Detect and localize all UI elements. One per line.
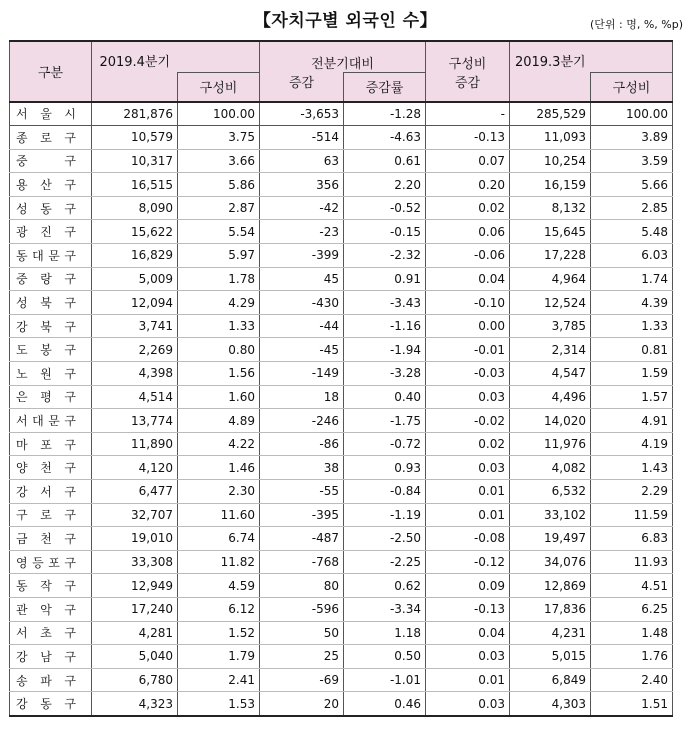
cell-v4: -2.32 bbox=[344, 244, 426, 268]
district-name-text: 서 초 구 bbox=[16, 626, 76, 641]
district-name bbox=[10, 621, 92, 645]
cell-v6: 4,964 bbox=[510, 267, 591, 291]
district-name-text: 서 울 시 bbox=[16, 107, 76, 122]
cell-v6: 4,231 bbox=[510, 621, 591, 645]
table-row bbox=[10, 574, 673, 598]
district-name-text: 강 북 구 bbox=[16, 319, 76, 334]
header-composition-2: 구성비 bbox=[591, 72, 673, 102]
district-name-text: 용 산 구 bbox=[16, 178, 76, 193]
cell-v4: -2.25 bbox=[344, 550, 426, 574]
district-name-text: 성 동 구 bbox=[16, 201, 76, 216]
table-row bbox=[10, 503, 673, 527]
district-name bbox=[10, 314, 92, 338]
cell-v3: -399 bbox=[260, 244, 344, 268]
cell-v4: -1.75 bbox=[344, 409, 426, 433]
cell-v4: -1.19 bbox=[344, 503, 426, 527]
cell-v7: 1.43 bbox=[591, 456, 673, 480]
cell-v7: 5.48 bbox=[591, 220, 673, 244]
cell-v1: 4,120 bbox=[92, 456, 178, 480]
cell-v6: 15,645 bbox=[510, 220, 591, 244]
district-name-text: 영 등 포 구 bbox=[16, 555, 76, 570]
header-change: 증감 bbox=[260, 72, 344, 102]
district-name bbox=[10, 244, 92, 268]
cell-v3: 80 bbox=[260, 574, 344, 598]
cell-v2: 1.46 bbox=[178, 456, 260, 480]
cell-v5: 0.03 bbox=[426, 385, 510, 409]
cell-v6: 34,076 bbox=[510, 550, 591, 574]
district-name-text: 동 작 구 bbox=[16, 579, 76, 594]
district-name-text: 은 평 구 bbox=[16, 390, 76, 405]
cell-v4: -4.63 bbox=[344, 126, 426, 150]
cell-v1: 12,094 bbox=[92, 291, 178, 315]
cell-v5: 0.00 bbox=[426, 314, 510, 338]
district-name bbox=[10, 385, 92, 409]
cell-v7: 1.76 bbox=[591, 645, 673, 669]
cell-v5: -0.12 bbox=[426, 550, 510, 574]
cell-v7: 1.51 bbox=[591, 692, 673, 716]
cell-v5: -0.02 bbox=[426, 409, 510, 433]
header-blank-1 bbox=[178, 41, 260, 72]
cell-v7: 1.57 bbox=[591, 385, 673, 409]
table-row bbox=[10, 102, 673, 126]
cell-v2: 100.00 bbox=[178, 102, 260, 126]
cell-v7: 1.59 bbox=[591, 362, 673, 386]
header-2019q3: 2019.3분기 bbox=[510, 41, 591, 72]
cell-v7: 1.33 bbox=[591, 314, 673, 338]
cell-v4: 0.62 bbox=[344, 574, 426, 598]
cell-v2: 2.87 bbox=[178, 196, 260, 220]
cell-v1: 6,780 bbox=[92, 668, 178, 692]
cell-v5: 0.07 bbox=[426, 149, 510, 173]
table-row bbox=[10, 267, 673, 291]
cell-v1: 4,281 bbox=[92, 621, 178, 645]
district-name bbox=[10, 432, 92, 456]
cell-v4: -0.52 bbox=[344, 196, 426, 220]
cell-v7: 2.40 bbox=[591, 668, 673, 692]
cell-v7: 5.66 bbox=[591, 173, 673, 197]
cell-v7: 4.19 bbox=[591, 432, 673, 456]
cell-v6: 4,303 bbox=[510, 692, 591, 716]
cell-v4: -1.01 bbox=[344, 668, 426, 692]
cell-v3: 63 bbox=[260, 149, 344, 173]
cell-v3: 38 bbox=[260, 456, 344, 480]
table-row bbox=[10, 338, 673, 362]
cell-v3: 25 bbox=[260, 645, 344, 669]
cell-v4: -1.16 bbox=[344, 314, 426, 338]
district-name bbox=[10, 503, 92, 527]
cell-v5: -0.06 bbox=[426, 244, 510, 268]
cell-v2: 5.86 bbox=[178, 173, 260, 197]
district-name-text: 강 동 구 bbox=[16, 697, 76, 712]
cell-v4: -0.84 bbox=[344, 480, 426, 504]
cell-v2: 6.12 bbox=[178, 597, 260, 621]
cell-v1: 16,515 bbox=[92, 173, 178, 197]
district-name-text: 서 대 문 구 bbox=[16, 414, 76, 429]
cell-v5: 0.04 bbox=[426, 621, 510, 645]
cell-v2: 1.60 bbox=[178, 385, 260, 409]
cell-v2: 5.97 bbox=[178, 244, 260, 268]
district-name bbox=[10, 668, 92, 692]
header-blank-3 bbox=[92, 72, 178, 102]
cell-v1: 11,890 bbox=[92, 432, 178, 456]
cell-v7: 11.93 bbox=[591, 550, 673, 574]
cell-v6: 11,093 bbox=[510, 126, 591, 150]
table-row bbox=[10, 597, 673, 621]
cell-v3: -514 bbox=[260, 126, 344, 150]
district-name bbox=[10, 149, 92, 173]
header-qoq-group: 전분기대비 bbox=[260, 41, 426, 72]
cell-v4: -2.50 bbox=[344, 527, 426, 551]
header-blank-2 bbox=[591, 41, 673, 72]
cell-v1: 16,829 bbox=[92, 244, 178, 268]
district-name-text: 금 천 구 bbox=[16, 531, 76, 546]
cell-v4: 1.18 bbox=[344, 621, 426, 645]
district-name bbox=[10, 527, 92, 551]
cell-v6: 33,102 bbox=[510, 503, 591, 527]
district-name bbox=[10, 196, 92, 220]
cell-v1: 15,622 bbox=[92, 220, 178, 244]
cell-v7: 6.03 bbox=[591, 244, 673, 268]
table-body bbox=[10, 102, 673, 716]
cell-v2: 1.78 bbox=[178, 267, 260, 291]
cell-v5: -0.10 bbox=[426, 291, 510, 315]
cell-v5: 0.01 bbox=[426, 668, 510, 692]
cell-v6: 8,132 bbox=[510, 196, 591, 220]
cell-v3: -45 bbox=[260, 338, 344, 362]
cell-v7: 100.00 bbox=[591, 102, 673, 126]
district-name-text: 마 포 구 bbox=[16, 437, 76, 452]
cell-v4: 0.93 bbox=[344, 456, 426, 480]
cell-v6: 16,159 bbox=[510, 173, 591, 197]
district-name-text: 양 천 구 bbox=[16, 461, 76, 476]
district-name bbox=[10, 220, 92, 244]
cell-v2: 11.60 bbox=[178, 503, 260, 527]
district-name-text: 동 대 문 구 bbox=[16, 248, 76, 263]
cell-v1: 4,323 bbox=[92, 692, 178, 716]
cell-v7: 6.83 bbox=[591, 527, 673, 551]
table-row bbox=[10, 692, 673, 716]
cell-v2: 1.56 bbox=[178, 362, 260, 386]
cell-v1: 5,040 bbox=[92, 645, 178, 669]
cell-v6: 4,547 bbox=[510, 362, 591, 386]
cell-v3: 18 bbox=[260, 385, 344, 409]
table-row bbox=[10, 149, 673, 173]
district-name-text: 종 로 구 bbox=[16, 130, 76, 145]
cell-v2: 0.80 bbox=[178, 338, 260, 362]
cell-v1: 281,876 bbox=[92, 102, 178, 126]
header-blank-4 bbox=[510, 72, 591, 102]
cell-v6: 10,254 bbox=[510, 149, 591, 173]
cell-v5: 0.03 bbox=[426, 692, 510, 716]
cell-v3: -55 bbox=[260, 480, 344, 504]
cell-v5: -0.03 bbox=[426, 362, 510, 386]
table-row bbox=[10, 456, 673, 480]
district-name bbox=[10, 574, 92, 598]
cell-v6: 3,785 bbox=[510, 314, 591, 338]
district-name bbox=[10, 480, 92, 504]
cell-v1: 10,579 bbox=[92, 126, 178, 150]
header-change-rate: 증감률 bbox=[344, 72, 426, 102]
cell-v3: -3,653 bbox=[260, 102, 344, 126]
cell-v7: 3.59 bbox=[591, 149, 673, 173]
district-name bbox=[10, 645, 92, 669]
cell-v5: 0.01 bbox=[426, 503, 510, 527]
cell-v6: 4,082 bbox=[510, 456, 591, 480]
cell-v2: 6.74 bbox=[178, 527, 260, 551]
cell-v6: 14,020 bbox=[510, 409, 591, 433]
cell-v6: 6,849 bbox=[510, 668, 591, 692]
cell-v1: 32,707 bbox=[92, 503, 178, 527]
cell-v6: 17,836 bbox=[510, 597, 591, 621]
table-row bbox=[10, 668, 673, 692]
cell-v4: -3.28 bbox=[344, 362, 426, 386]
district-name bbox=[10, 267, 92, 291]
cell-v5: -0.13 bbox=[426, 597, 510, 621]
cell-v2: 2.41 bbox=[178, 668, 260, 692]
cell-v4: -1.28 bbox=[344, 102, 426, 126]
cell-v1: 2,269 bbox=[92, 338, 178, 362]
table-row bbox=[10, 173, 673, 197]
cell-v3: -69 bbox=[260, 668, 344, 692]
district-name-text: 강 서 구 bbox=[16, 484, 76, 499]
cell-v3: 45 bbox=[260, 267, 344, 291]
table-row bbox=[10, 645, 673, 669]
cell-v7: 11.59 bbox=[591, 503, 673, 527]
cell-v2: 4.89 bbox=[178, 409, 260, 433]
cell-v7: 4.39 bbox=[591, 291, 673, 315]
cell-v6: 12,524 bbox=[510, 291, 591, 315]
table-row bbox=[10, 220, 673, 244]
cell-v4: -0.15 bbox=[344, 220, 426, 244]
cell-v7: 4.91 bbox=[591, 409, 673, 433]
cell-v7: 6.25 bbox=[591, 597, 673, 621]
cell-v5: -0.08 bbox=[426, 527, 510, 551]
cell-v4: 0.40 bbox=[344, 385, 426, 409]
district-name-text: 노 원 구 bbox=[16, 366, 76, 381]
cell-v6: 5,015 bbox=[510, 645, 591, 669]
district-name bbox=[10, 126, 92, 150]
cell-v5: 0.06 bbox=[426, 220, 510, 244]
district-name bbox=[10, 550, 92, 574]
document-title: 【자치구별 외국인 수】 bbox=[253, 11, 438, 31]
cell-v3: -487 bbox=[260, 527, 344, 551]
cell-v5: 0.03 bbox=[426, 456, 510, 480]
cell-v6: 17,228 bbox=[510, 244, 591, 268]
district-name-text: 강 남 구 bbox=[16, 649, 76, 664]
table-row bbox=[10, 385, 673, 409]
cell-v4: -3.34 bbox=[344, 597, 426, 621]
cell-v7: 2.85 bbox=[591, 196, 673, 220]
table-row bbox=[10, 527, 673, 551]
cell-v3: -44 bbox=[260, 314, 344, 338]
table-row bbox=[10, 432, 673, 456]
cell-v7: 1.74 bbox=[591, 267, 673, 291]
cell-v3: -395 bbox=[260, 503, 344, 527]
cell-v3: -149 bbox=[260, 362, 344, 386]
cell-v4: 0.91 bbox=[344, 267, 426, 291]
cell-v1: 13,774 bbox=[92, 409, 178, 433]
unit-note: (단위 : 명, %, %p) bbox=[589, 18, 683, 31]
district-name-text: 구 로 구 bbox=[16, 508, 76, 523]
cell-v5: 0.01 bbox=[426, 480, 510, 504]
table-row bbox=[10, 621, 673, 645]
cell-v5: - bbox=[426, 102, 510, 126]
cell-v2: 4.22 bbox=[178, 432, 260, 456]
district-name-text: 관 악 구 bbox=[16, 602, 76, 617]
header-composition: 구성비 bbox=[178, 72, 260, 102]
header-category: 구분 bbox=[10, 41, 92, 102]
district-name bbox=[10, 173, 92, 197]
cell-v5: 0.02 bbox=[426, 196, 510, 220]
cell-v4: 0.61 bbox=[344, 149, 426, 173]
cell-v7: 0.81 bbox=[591, 338, 673, 362]
cell-v7: 3.89 bbox=[591, 126, 673, 150]
header-comp-change-top: 구성비 bbox=[426, 41, 510, 72]
cell-v2: 1.33 bbox=[178, 314, 260, 338]
cell-v4: -0.72 bbox=[344, 432, 426, 456]
cell-v2: 1.52 bbox=[178, 621, 260, 645]
cell-v2: 2.30 bbox=[178, 480, 260, 504]
cell-v1: 8,090 bbox=[92, 196, 178, 220]
district-name bbox=[10, 597, 92, 621]
cell-v3: -86 bbox=[260, 432, 344, 456]
cell-v2: 3.66 bbox=[178, 149, 260, 173]
cell-v4: 0.50 bbox=[344, 645, 426, 669]
foreigners-by-district-table bbox=[9, 40, 673, 717]
cell-v6: 6,532 bbox=[510, 480, 591, 504]
cell-v6: 4,496 bbox=[510, 385, 591, 409]
cell-v3: -768 bbox=[260, 550, 344, 574]
cell-v3: 20 bbox=[260, 692, 344, 716]
cell-v5: 0.02 bbox=[426, 432, 510, 456]
cell-v7: 4.51 bbox=[591, 574, 673, 598]
cell-v1: 4,398 bbox=[92, 362, 178, 386]
cell-v3: 356 bbox=[260, 173, 344, 197]
cell-v1: 3,741 bbox=[92, 314, 178, 338]
district-name bbox=[10, 409, 92, 433]
cell-v1: 33,308 bbox=[92, 550, 178, 574]
cell-v2: 3.75 bbox=[178, 126, 260, 150]
cell-v5: 0.03 bbox=[426, 645, 510, 669]
cell-v4: 0.46 bbox=[344, 692, 426, 716]
district-name bbox=[10, 692, 92, 716]
district-name-text: 도 봉 구 bbox=[16, 343, 76, 358]
cell-v1: 12,949 bbox=[92, 574, 178, 598]
table-row bbox=[10, 550, 673, 574]
header-2019q4: 2019.4분기 bbox=[92, 41, 178, 72]
cell-v1: 5,009 bbox=[92, 267, 178, 291]
district-name-text: 광 진 구 bbox=[16, 225, 76, 240]
cell-v1: 4,514 bbox=[92, 385, 178, 409]
cell-v6: 285,529 bbox=[510, 102, 591, 126]
table-row bbox=[10, 126, 673, 150]
cell-v6: 11,976 bbox=[510, 432, 591, 456]
cell-v4: -3.43 bbox=[344, 291, 426, 315]
cell-v1: 19,010 bbox=[92, 527, 178, 551]
cell-v7: 2.29 bbox=[591, 480, 673, 504]
cell-v1: 6,477 bbox=[92, 480, 178, 504]
cell-v4: 2.20 bbox=[344, 173, 426, 197]
cell-v7: 1.48 bbox=[591, 621, 673, 645]
district-name-text: 성 북 구 bbox=[16, 296, 76, 311]
cell-v5: 0.20 bbox=[426, 173, 510, 197]
table-row bbox=[10, 314, 673, 338]
cell-v5: -0.01 bbox=[426, 338, 510, 362]
cell-v5: 0.04 bbox=[426, 267, 510, 291]
district-name bbox=[10, 338, 92, 362]
cell-v2: 4.59 bbox=[178, 574, 260, 598]
table-row bbox=[10, 244, 673, 268]
cell-v3: -246 bbox=[260, 409, 344, 433]
cell-v6: 19,497 bbox=[510, 527, 591, 551]
cell-v2: 5.54 bbox=[178, 220, 260, 244]
cell-v6: 12,869 bbox=[510, 574, 591, 598]
table-row bbox=[10, 291, 673, 315]
table-row bbox=[10, 409, 673, 433]
table-row bbox=[10, 362, 673, 386]
district-name bbox=[10, 456, 92, 480]
cell-v3: -42 bbox=[260, 196, 344, 220]
cell-v3: -596 bbox=[260, 597, 344, 621]
district-name bbox=[10, 102, 92, 126]
cell-v5: 0.09 bbox=[426, 574, 510, 598]
cell-v3: 50 bbox=[260, 621, 344, 645]
cell-v1: 17,240 bbox=[92, 597, 178, 621]
cell-v5: -0.13 bbox=[426, 126, 510, 150]
table-row bbox=[10, 480, 673, 504]
district-name bbox=[10, 291, 92, 315]
header-comp-change-bottom: 증감 bbox=[426, 72, 510, 102]
district-name-text: 송 파 구 bbox=[16, 673, 76, 688]
cell-v2: 1.53 bbox=[178, 692, 260, 716]
cell-v2: 11.82 bbox=[178, 550, 260, 574]
cell-v2: 1.79 bbox=[178, 645, 260, 669]
cell-v4: -1.94 bbox=[344, 338, 426, 362]
district-name-text: 중 구 bbox=[16, 154, 76, 169]
cell-v1: 10,317 bbox=[92, 149, 178, 173]
cell-v2: 4.29 bbox=[178, 291, 260, 315]
cell-v6: 2,314 bbox=[510, 338, 591, 362]
cell-v3: -23 bbox=[260, 220, 344, 244]
cell-v3: -430 bbox=[260, 291, 344, 315]
district-name-text: 중 랑 구 bbox=[16, 272, 76, 287]
table-row bbox=[10, 196, 673, 220]
district-name bbox=[10, 362, 92, 386]
